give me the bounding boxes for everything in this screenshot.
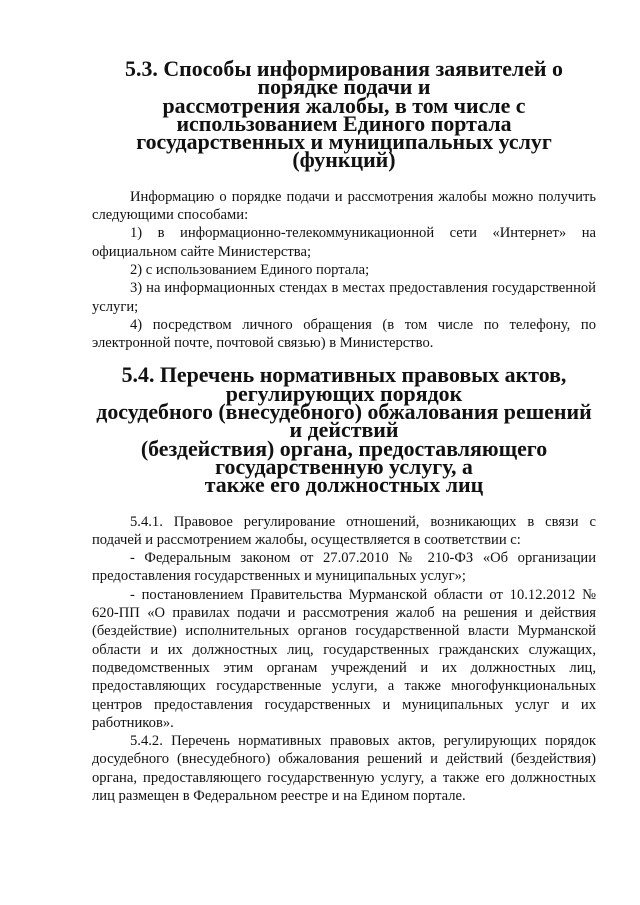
- paragraph: Информацию о порядке подачи и рассмотрения жалобы можно получить следующими способами:: [92, 188, 596, 224]
- list-item: - Федеральным законом от 27.07.2010 № 210-ФЗ «Об организации предоставления государственных и муниципальных услуг»;: [92, 550, 596, 585]
- spacer: [92, 495, 596, 513]
- list-item: - постановлением Правительства Мурманской области от 10.12.2012 № 620-ПП «О правилах подачи и рассмотрения жалоб на решения и действия (бездействие) исполнительных органов государственной власти Мурманской области и их должностных лиц, государственных гражданских служащих, подведомственных этим органам учреждений и их должностных лиц, предоставляющих государственные услуги, а также многофункциональных центров предоставления государственных и муниципальных услуг и их работников».: [92, 586, 596, 731]
- list-item: 1) в информационно-телекоммуникационной сети «Интернет» на официальном сайте Министерства;: [92, 225, 596, 260]
- list-item: 4) посредством личного обращения (в том числе по телефону, по электронной почте, почтовой связью) в Министерство.: [92, 316, 596, 352]
- section-5-4-heading: [92, 362, 596, 498]
- heading-line: 5.4. Перечень нормативных правовых актов, регулирующих порядок: [121, 362, 567, 406]
- heading-line: 5.3. Способы информирования заявителей о порядке подачи и: [125, 56, 563, 100]
- list-item: 3) на информационных стендах в местах предоставления государственной услуги;: [92, 280, 596, 315]
- list-item: 2) с использованием Единого портала;: [130, 261, 370, 278]
- heading-line: государственных и муниципальных услуг (функций): [136, 129, 552, 173]
- paragraph: 5.4.2. Перечень нормативных правовых актов, регулирующих порядок досудебного (внесудебного) обжалования решений и действий (бездействия) органа, предоставляющего государственную услугу, а также его должностных лиц размещен в Федеральном реестре и на Едином портале.: [92, 733, 596, 804]
- heading-line: досудебного (внесудебного) обжалования решений и действий: [96, 399, 592, 443]
- section-5-4-body: [92, 513, 596, 806]
- heading-line: рассмотрения жалобы, в том числе с использованием Единого портала: [162, 92, 526, 136]
- spacer: [92, 170, 596, 188]
- heading-line: также его должностных лиц: [204, 472, 484, 498]
- heading-line: (бездействия) органа, предоставляющего государственную услугу, а: [140, 435, 548, 479]
- section-5-3-heading: [92, 56, 596, 173]
- paragraph: 5.4.1. Правовое регулирование отношений, возникающих в связи с подачей и рассмотрением жалобы, осуществляется в соответствии с:: [92, 513, 596, 548]
- document-page: [92, 56, 596, 805]
- section-5-3-body: [92, 188, 596, 353]
